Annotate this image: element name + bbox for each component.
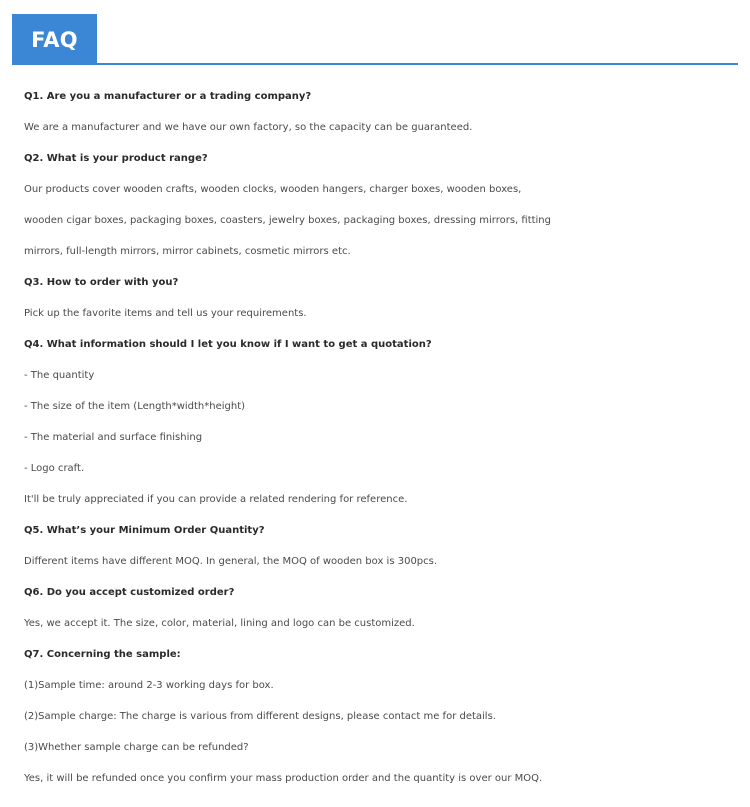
- faq-header: [0, 0, 750, 64]
- faq-answer: - The size of the item (Length*width*height): [24, 401, 246, 412]
- faq-title-tab: FAQ: [12, 14, 97, 65]
- faq-answer: wooden cigar boxes, packaging boxes, coasters, jewelry boxes, packaging boxes, dressing mirrors, fitting: [24, 215, 551, 226]
- faq-question: Q5. What’s your Minimum Order Quantity?: [24, 525, 265, 536]
- faq-answer: (2)Sample charge: The charge is various from different designs, please contact me for details.: [24, 711, 496, 722]
- faq-answer: mirrors, full-length mirrors, mirror cabinets, cosmetic mirrors etc.: [24, 246, 351, 257]
- faq-question: Q4. What information should I let you know if I want to get a quotation?: [24, 339, 432, 350]
- faq-answer: - The quantity: [24, 370, 95, 381]
- faq-answer: Different items have different MOQ. In general, the MOQ of wooden box is 300pcs.: [24, 556, 438, 567]
- faq-question: Q3. How to order with you?: [24, 277, 179, 288]
- faq-question: Q7. Concerning the sample:: [24, 649, 181, 660]
- faq-answer: Our products cover wooden crafts, wooden clocks, wooden hangers, charger boxes, wooden boxes,: [24, 184, 522, 195]
- faq-question: Q2. What is your product range?: [24, 153, 208, 164]
- faq-answer: It'll be truly appreciated if you can provide a related rendering for reference.: [24, 494, 408, 505]
- faq-answer: (3)Whether sample charge can be refunded?: [24, 742, 249, 753]
- faq-answer: - The material and surface finishing: [24, 432, 203, 443]
- faq-answer: Yes, it will be refunded once you confirm your mass production order and the quantity is over our MOQ.: [24, 773, 543, 784]
- faq-answer: - Logo craft.: [24, 463, 85, 474]
- faq-divider: [12, 63, 738, 65]
- faq-answer: Pick up the favorite items and tell us your requirements.: [24, 308, 307, 319]
- faq-question: Q1. Are you a manufacturer or a trading company?: [24, 91, 312, 102]
- faq-question: Q6. Do you accept customized order?: [24, 587, 235, 598]
- faq-answer: We are a manufacturer and we have our own factory, so the capacity can be guaranteed.: [24, 122, 473, 133]
- faq-answer: (1)Sample time: around 2-3 working days for box.: [24, 680, 274, 691]
- faq-list: [24, 81, 738, 794]
- faq-answer: Yes, we accept it. The size, color, material, lining and logo can be customized.: [24, 618, 415, 629]
